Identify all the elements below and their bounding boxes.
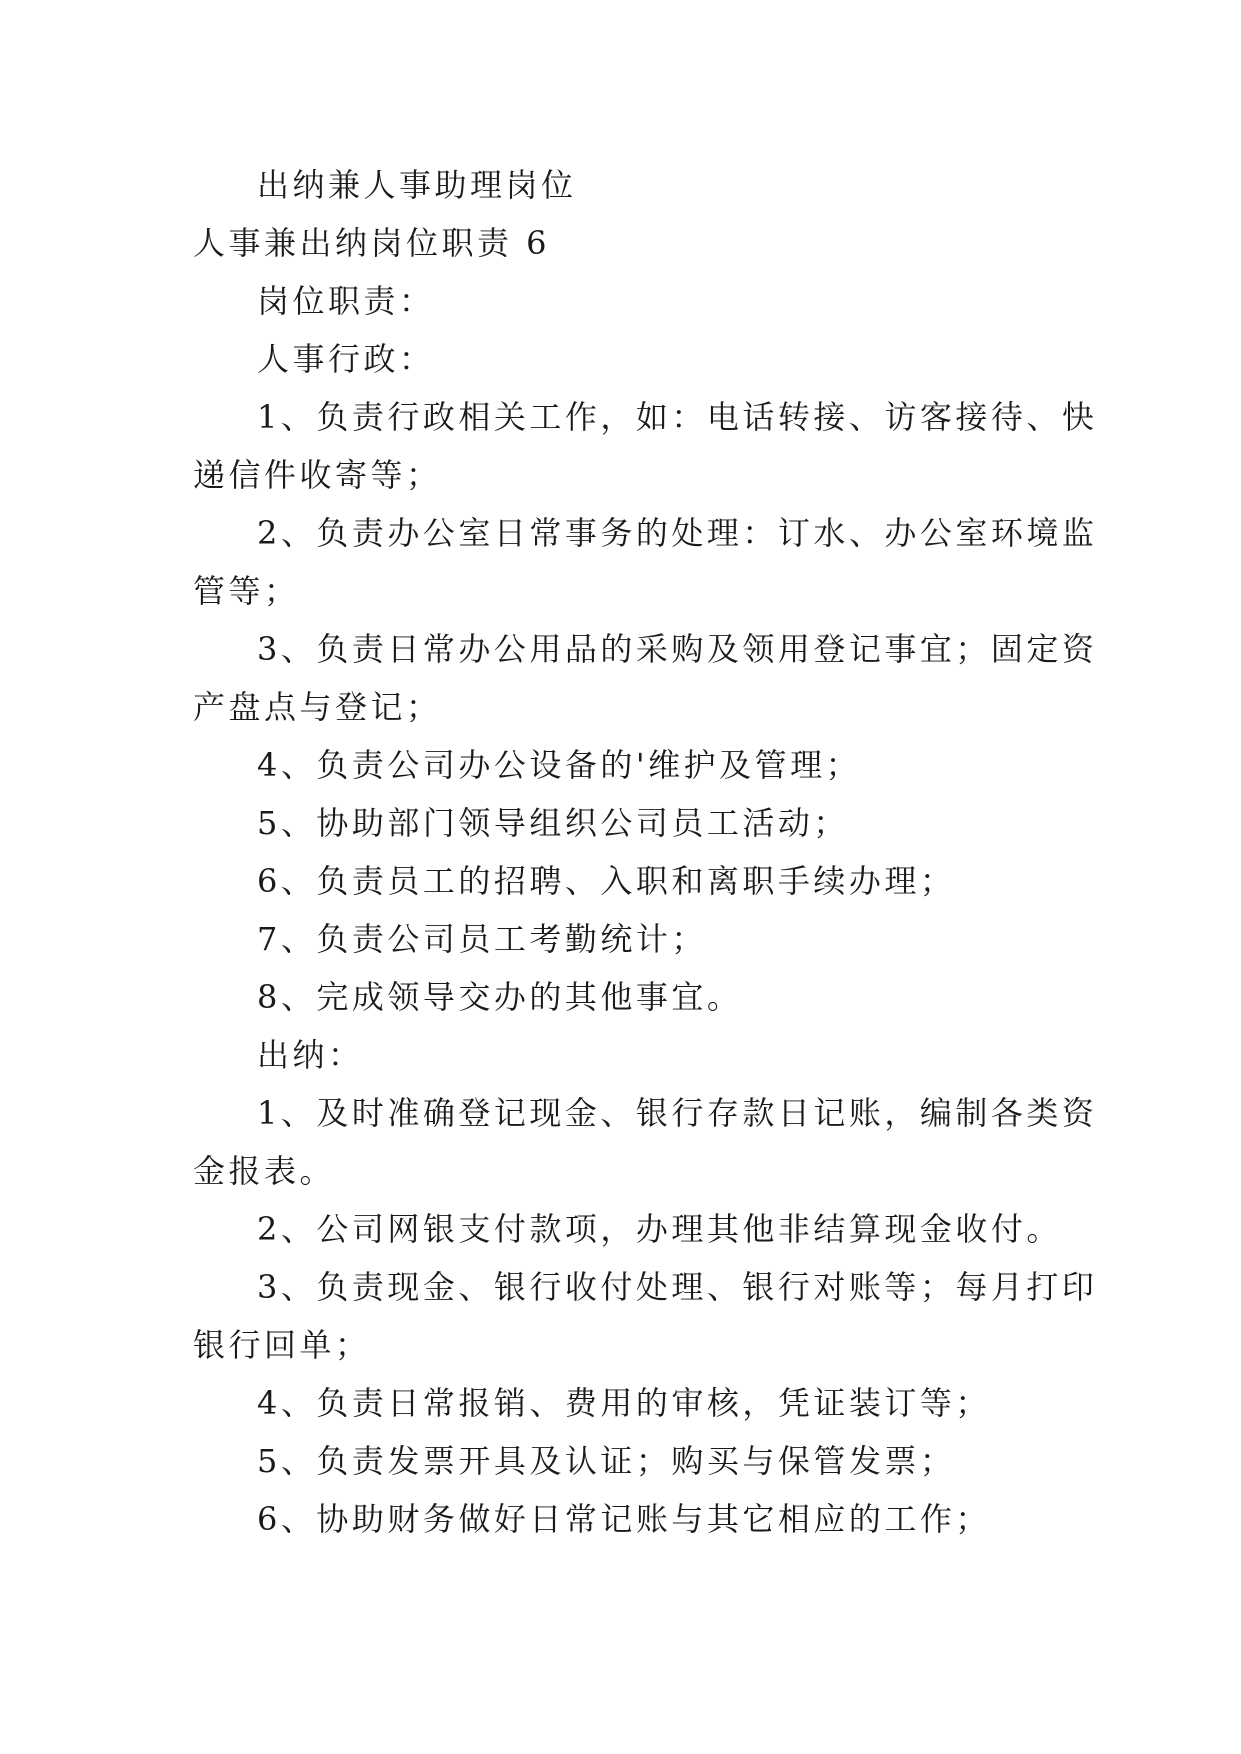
cashier-item-2: 2、公司网银支付款项，办理其他非结算现金收付。 <box>257 1210 1062 1248</box>
cashier-item-5: 5、负责发票开具及认证；购买与保管发票； <box>257 1442 956 1480</box>
cashier-heading: 出纳： <box>257 1036 364 1074</box>
cashier-item-6: 6、协助财务做好日常记账与其它相应的工作； <box>257 1500 991 1538</box>
hr-item-8: 8、完成领导交办的其他事宜。 <box>257 978 743 1016</box>
hr-item-2: 2、负责办公室日常事务的处理：订水、办公室环境监 <box>257 514 1098 552</box>
hr-item-5: 5、协助部门领导组织公司员工活动； <box>257 804 849 842</box>
hr-item-2-continued: 管等； <box>193 572 300 610</box>
document-heading: 人事兼出纳岗位职责 6 <box>193 224 551 262</box>
cashier-item-1: 1、及时准确登记现金、银行存款日记账，编制各类资 <box>257 1094 1098 1132</box>
section-title: 出纳兼人事助理岗位 <box>257 166 577 204</box>
hr-item-4: 4、负责公司办公设备的'维护及管理； <box>257 746 862 784</box>
cashier-item-1-continued: 金报表。 <box>193 1152 336 1190</box>
hr-item-7: 7、负责公司员工考勤统计； <box>257 920 707 958</box>
cashier-item-4: 4、负责日常报销、费用的审核，凭证装订等； <box>257 1384 991 1422</box>
hr-admin-heading: 人事行政： <box>257 340 435 378</box>
hr-item-1-continued: 递信件收寄等； <box>193 456 442 494</box>
cashier-item-3-continued: 银行回单； <box>193 1326 371 1364</box>
duties-heading: 岗位职责： <box>257 282 435 320</box>
hr-item-1: 1、负责行政相关工作，如：电话转接、访客接待、快 <box>257 398 1098 436</box>
hr-item-3: 3、负责日常办公用品的采购及领用登记事宜；固定资 <box>257 630 1098 668</box>
hr-item-3-continued: 产盘点与登记； <box>193 688 442 726</box>
hr-item-6: 6、负责员工的招聘、入职和离职手续办理； <box>257 862 956 900</box>
cashier-item-3: 3、负责现金、银行收付处理、银行对账等；每月打印 <box>257 1268 1098 1306</box>
